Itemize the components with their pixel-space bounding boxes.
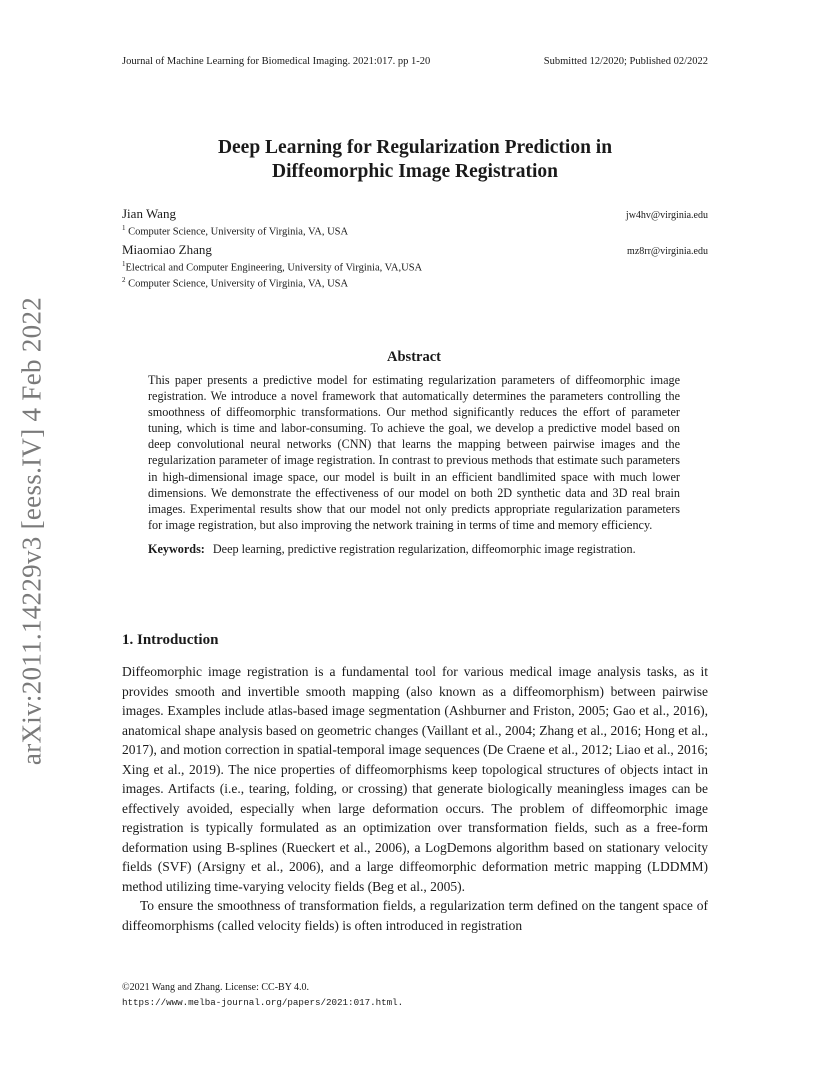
introduction-body bbox=[122, 662, 708, 935]
page-footer bbox=[122, 980, 403, 1010]
abstract-section bbox=[148, 349, 680, 557]
abstract-heading: Abstract bbox=[387, 349, 441, 365]
affiliation-mark: 1 bbox=[122, 259, 126, 268]
author-block bbox=[122, 206, 708, 239]
author-affiliation bbox=[122, 222, 708, 239]
license-text: ©2021 Wang and Zhang. License: CC-BY 4.0. bbox=[122, 982, 310, 993]
title-line-1: Deep Learning for Regularization Prediction in bbox=[217, 137, 613, 158]
author-affiliation bbox=[122, 274, 708, 291]
paragraph: To ensure the smoothness of transformation fields, a regularization term defined on the tangent space of diffeomorphisms (called velocity fields) is often introduced in registration bbox=[122, 898, 708, 933]
keywords-text: Deep learning, predictive registration regularization, diffeomorphic image registration. bbox=[212, 541, 636, 556]
affiliation-text: Computer Science, University of Virginia, VA, USA bbox=[125, 226, 349, 238]
submission-dates: Submitted 12/2020; Published 02/2022 bbox=[543, 56, 708, 67]
keywords-label: Keywords: bbox=[148, 541, 205, 556]
arxiv-stamp bbox=[10, 292, 54, 770]
author-line bbox=[122, 242, 708, 258]
author-email[interactable]: mz8rr@virginia.edu bbox=[627, 245, 708, 257]
paragraph: Diffeomorphic image registration is a fundamental tool for various medical image analysis tasks, as it provides smooth and invertible smooth mapping (also known as a diffeomorphism) between pairwise images. Examples include atlas-based image segmentation (Ashburner and Friston, 2005; Gao et al., 2016), anatomical shape analysis based on geometric changes (Vaillant et al., 2004; Zhang et al., 2016; Hong et al., 2017), and motion correction in spatial-temporal image sequences (De Craene et al., 2012; Liao et al., 2016; Xing et al., 2019). The nice properties of diffeomorphisms keep topological structures of objects intact in images. Artifacts (i.e., tearing, folding, or crossing) that generate biologically meaningless images can be effectively avoided, especially when large deformation occurs. The problem of diffeomorphic image registration is typically formulated as an optimization over transformation fields, such as a free-form deformation using B-splines (Rueckert et al., 2006), a LogDemons algorithm based on stationary velocity fields (SVF) (Arsigny et al., 2006), and a large diffeomorphic deformation metric mapping (LDDMM) method utilizing time-varying velocity fields (Beg et al., 2005). bbox=[122, 664, 708, 894]
affiliation-mark: 1 bbox=[122, 224, 126, 232]
author-line bbox=[122, 206, 708, 222]
arxiv-identifier: arXiv:2011.14229v3 [eess.IV] 4 Feb 2022 bbox=[16, 296, 47, 766]
paper-url[interactable]: https://www.melba-journal.org/papers/2021:017.html. bbox=[122, 997, 404, 1008]
affiliation-text: Computer Science, University of Virginia, VA, USA bbox=[125, 278, 349, 290]
author-list bbox=[122, 206, 708, 291]
affiliation-text: Electrical and Computer Engineering, University of Virginia, VA,USA bbox=[125, 262, 423, 273]
running-header bbox=[122, 56, 708, 67]
keywords bbox=[148, 541, 680, 557]
author-email[interactable]: jw4hv@virginia.edu bbox=[625, 210, 708, 221]
author-name: Miaomiao Zhang bbox=[122, 241, 212, 257]
author-block bbox=[122, 242, 708, 291]
author-affiliation bbox=[122, 258, 708, 275]
author-name: Jian Wang bbox=[122, 206, 176, 221]
paper-title bbox=[122, 136, 708, 184]
section-heading: 1. Introduction bbox=[122, 632, 219, 648]
affiliation-mark: 2 bbox=[122, 276, 126, 284]
journal-citation: Journal of Machine Learning for Biomedical Imaging. 2021:017. pp 1-20 bbox=[122, 56, 431, 67]
title-line-2: Diffeomorphic Image Registration bbox=[272, 161, 558, 182]
abstract-text: This paper presents a predictive model for estimating regularization parameters of diffeomorphic image registration. We introduce a novel framework that automatically determines the parameters controlling the smoothness of diffeomorphic transformations. Our method significantly reduces the effort of parameter tuning, which is time and labor-consuming. To achieve the goal, we develop a predictive model based on deep convolutional neural networks (CNN) that learns the mapping between pairwise images and the regularization parameter of image registration. In contrast to previous methods that estimate such parameters in high-dimensional image space, our model is built in an efficient bandlimited space with much lower dimensions. We demonstrate the effectiveness of our model on both 2D synthetic data and 3D real brain images. Experimental results show that our model not only predicts appropriate regularization parameters for image registration, but also improving the network training in terms of time and memory efficiency. bbox=[148, 373, 680, 532]
